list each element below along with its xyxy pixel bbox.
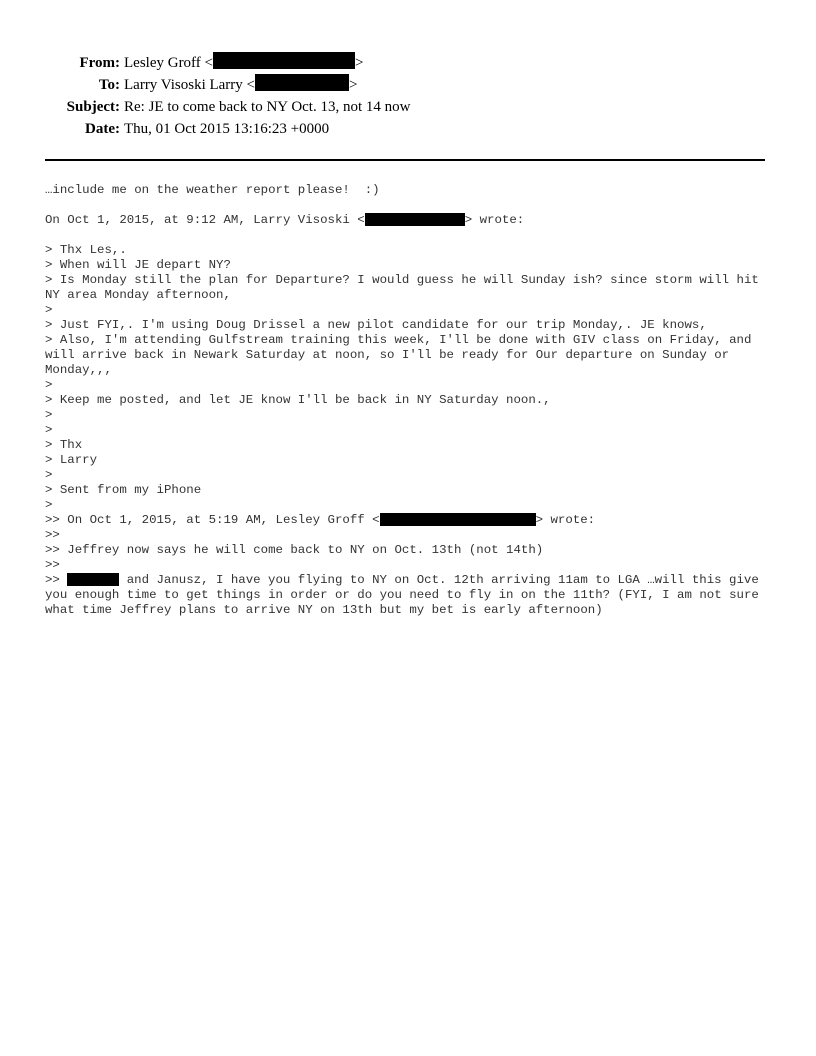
nested-quote-intro-text: >> On Oct 1, 2015, at 5:19 AM, Lesley Groff < xyxy=(45,513,380,527)
quoted-line: > Thx Les,. xyxy=(45,243,127,257)
quoted-line: > xyxy=(45,378,53,392)
from-name: Lesley Groff < xyxy=(124,55,213,71)
quoted-line: > Is Monday still the plan for Departure? I would guess he will Sunday ish? since storm will hit NY area Monday afternoon, xyxy=(45,273,759,302)
quoted-line: > When will JE depart NY? xyxy=(45,258,231,272)
subject-row xyxy=(0,96,816,118)
redacted-name xyxy=(67,573,119,586)
nested-quote-intro-line xyxy=(45,513,775,528)
quoted-line: > xyxy=(45,468,53,482)
nested-quoted-line xyxy=(45,573,775,618)
nested-quote-prefix: >> xyxy=(45,573,68,587)
quote-intro-line xyxy=(45,213,775,228)
nested-quote-intro-suffix: > wrote: xyxy=(535,513,596,527)
header-divider xyxy=(45,159,765,161)
email-body xyxy=(45,183,775,618)
quoted-line: > Thx xyxy=(45,438,83,452)
subject-label: Subject: xyxy=(66,99,120,115)
redacted-email xyxy=(255,74,349,91)
nested-quoted-line: >> xyxy=(45,558,60,572)
quoted-line: > Sent from my iPhone xyxy=(45,483,202,497)
to-label: To: xyxy=(98,77,120,93)
subject-value: Re: JE to come back to NY Oct. 13, not 14 now xyxy=(124,99,411,115)
nested-quoted-line: >> Jeffrey now says he will come back to NY on Oct. 13th (not 14th) xyxy=(45,543,544,557)
quote-intro-suffix: > wrote: xyxy=(464,213,525,227)
quoted-line: > Also, I'm attending Gulfstream training this week, I'll be done with GIV class on Friday, and will arrive back in Newark Saturday at noon, so I'll be ready for Our departure on Sunday or Monday,,, xyxy=(45,333,752,377)
nested-quote-text: and Janusz, I have you flying to NY on Oct. 12th arriving 11am to LGA …will this give you enough time to get things in order or do you need to fly in on the 11th? (FYI, I am not sure what time Jeffrey plans to arrive NY on 13th but my bet is early afternoon) xyxy=(45,573,759,617)
from-row xyxy=(0,52,816,74)
from-suffix: > xyxy=(355,55,364,71)
date-label: Date: xyxy=(85,121,120,137)
blank-line xyxy=(45,228,775,243)
redacted-email xyxy=(213,52,355,69)
quoted-line: > Larry xyxy=(45,453,98,467)
quoted-line: > xyxy=(45,498,53,512)
body-line: …include me on the weather report please! :) xyxy=(45,183,380,197)
email-header xyxy=(0,52,816,140)
to-suffix: > xyxy=(349,77,358,93)
quoted-line: > xyxy=(45,303,53,317)
nested-quoted-line: >> xyxy=(45,528,60,542)
date-row xyxy=(0,118,816,140)
redacted-email xyxy=(365,213,465,226)
blank-line xyxy=(45,198,775,213)
from-value xyxy=(124,52,363,74)
to-value xyxy=(124,74,357,96)
quoted-line: > Keep me posted, and let JE know I'll be back in NY Saturday noon., xyxy=(45,393,551,407)
to-name: Larry Visoski Larry < xyxy=(124,77,256,93)
quoted-line: > Just FYI,. I'm using Doug Drissel a new pilot candidate for our trip Monday,. JE knows, xyxy=(45,318,707,332)
redacted-email xyxy=(380,513,536,526)
quoted-line: > xyxy=(45,423,53,437)
to-row xyxy=(0,74,816,96)
from-label: From: xyxy=(79,55,120,71)
date-value: Thu, 01 Oct 2015 13:16:23 +0000 xyxy=(124,121,330,137)
quoted-line: > xyxy=(45,408,53,422)
quote-intro-text: On Oct 1, 2015, at 9:12 AM, Larry Visoski < xyxy=(45,213,365,227)
